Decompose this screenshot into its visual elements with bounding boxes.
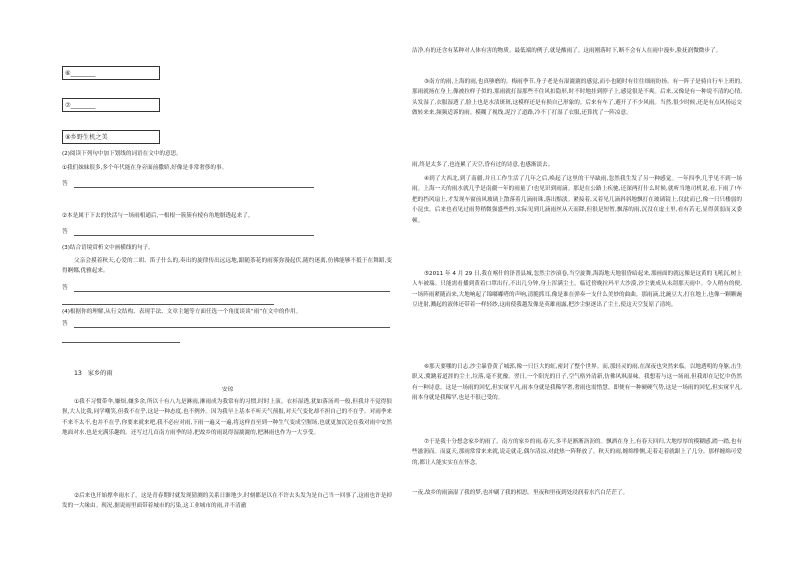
answer-box-6[interactable] <box>62 66 160 80</box>
paragraph-2: ②后来也开始撑伞雨水了。这是青春期时就发现猜测的关系日渐地少,时刻都是以在不许去头发为是自己当一回事了,这雨也许是掉发的一大缘由。现况,据说雨里面带着城市的污染,这工业城市的雨,并不清澈 <box>62 493 392 510</box>
paragraph-3: ③南方的雨,上海的雨,也真够磨的。梅雨季节,身子老是有湿漉漉的感觉,而小也随时有往往细雨纷扬。有一阵子是骑自行车上班的,那雨就扬在身上,像被拉样子似的,那雨就打湿那些不住风扣隐形,时不时地挂到脖子上,感觉很是不爽。后来,又像是有一种说不清的心情,头发湿了,衣服湿透了,脸上也是水渍斑斑,这模样还是有损自己形象的。后来有车了,避开了不少风雨。当然,很少时候,还是有点风扬运交做转来来,频频适诉的雨。模糊了视线,泥泞了道路,冷不丁打湿了衣服,还算扰了一阵凉意。 <box>412 79 742 117</box>
q2-sentence-1: ①我们妹妹很多,多个年代能在身旁面前撒娇,好像是非常奢侈的事。 <box>62 165 228 171</box>
box-6-label: ⑥ <box>65 70 71 77</box>
paragraph-1: ①我不习惯带伞,嫌烦,嫌多余,所以十有八九是淋雨,淋雨成为我常有的习惯,时时上演。衣衫湿透,犹如落汤鸡一般,但我并不觉得狼狈,大人比我,同学嘲笑,但我不在乎,这是一种态度,也不例外。因为我早上基本不听天气预报,对天气变化却不担自己的不在乎。对雨季来不来不太不,也并不在乎,你要来就来吧,我不必应对雨,下雨一遍又一遍,将这样直至到一种生气变成空腥场,也就更加沉沦在我对雨中安然地面对水,也是充满乐趣的。还写过几首南方雨季的诗,把故乡的雨说得湿漉漉的,把淋雨也作为一大享受。 <box>62 399 392 437</box>
paragraph-4: ④到了大西北,到了南疆,并且工作生活了几年之后,唤起了这里的干旱缺雨,忽然我生发了另一种感觉。一年四季,几乎见不到一场雨。上海一天的雨水就几乎是南疆一年的雨量了!也见识到雨滴。那是在公路上疾驰,还深两打什么时候,就听当地司机说,看,下雨了!车把的挡风扇上,才发现车窗前风玻璃上散落着几滴雨珠,落出黯淡。紧接着,又着见几滴斜斜地飘打在玻璃镜上,仅此而已,像一只只楼弱的小昆虫。后来也看见过雨势稍微强盛些的,实际见到几滴雨丝从天而降,但很是短暂,飘落的雨,沉没在虚土里,看有若无,显得黄弱而又委顿。 <box>412 176 742 224</box>
q2-sentence-2: ②本是属于下去的快活与一场雨相通后,一根根一簇簇有棱有角地腊透起来了。 <box>62 213 254 219</box>
answer-line-3b[interactable] <box>62 304 274 305</box>
answer-line-4[interactable] <box>74 327 390 328</box>
paragraph-7: ⑦于是我十分想念家乡的雨了。南方的家乡的雨,春天,多半是淅淅沥沥的。飘洒在身上,有春天回归,大地厚厚的模糊感,踏一踏,也有些滋润而。而夏天,那雨常常来来就,说走就走,偶尔清凉,对此热一阵释放了。秋天的雨,缠绵悱恻,走着走着就跟上了几分。那样缠绵可爱的,都让人能实实在在怀念。 <box>412 439 742 466</box>
paragraph-6: ⑥那天要哪的日志,沙尘暴昏黄了城郭,像一只巨大的虹,密封了整个世界。而,那轻灵的雨,在深夜也突然来临。以地透明的身躯,击生职又,冀跳着道涯的尘土,垃落,毫不犹豫。翌日,一个阳光的日子,空气格外清新,仿佛风飒湿味。我想着与这一场雨,但我却在记忆中仍然有一种诗意。这是一场雨的回忆,但实窥平凡,雨本身就是我稀罕奢,奢雨也需惜慧。即便有一种硬硬气势,这是一场雨的回忆,但实窥平凡,雨本身就是我稀罕,也是不很已受的。 <box>412 364 742 402</box>
answer-box-7[interactable] <box>62 98 160 112</box>
box-7-blank: ________ <box>70 102 96 109</box>
answer-label-4: 答 <box>62 321 68 327</box>
answer-box-8[interactable] <box>62 130 160 144</box>
paragraph-8: 一夜,故乡的雨滴湿了我的梦,也冲刷了我的相思。里夜和里夜到处浸润着水汽白茫茫了。 <box>412 490 629 496</box>
section-title: 家乡的雨 <box>87 370 113 377</box>
box-7-label: ⑦ <box>65 102 71 109</box>
q3-title: (3)结合语境赏析文中画横线的句子。 <box>62 245 154 251</box>
answer-label-3: 答 <box>62 285 68 291</box>
box-6-blank: ________ <box>70 70 96 77</box>
answer-line-2[interactable] <box>74 235 314 236</box>
answer-label-2: 答 <box>62 229 68 235</box>
section-number: 13 <box>74 370 82 377</box>
paragraph-5: ⑤2011 年 4 月 29 日,我在喀什的泽普县城,忽然尘沙滚卷,当空旋舞,海海地天地很昏暗起来,那画面的就远像是这黄的飞吼沉,树上人车被瑞。只能需看播到黄着口罩出行,不出几分钟,身上浑满尘土。临近傍晚拉玛平大沙漠,沙尘裹成从未刮那天雨中。令人稍有的便,一场阵雨紧随而来,大地响起了锦嘟嘟嗒的声响,清脆抓耳,像是谁在弹奏一支什么美妙的曲曲。那雨滴,比豌豆大,打在地上,也像一颗颗豌豆迸射,溅起的液体还带着一样轻纱,这雨使我越发像是英雄雨露,把沙尘驱逐出了尘土,使这天空复原了清纯。 <box>412 271 742 309</box>
author: 安琼 <box>222 387 234 393</box>
section-heading <box>74 370 113 378</box>
answer-line-1[interactable] <box>74 187 314 188</box>
box-8-label: ⑧乡野生机之美 <box>65 134 108 141</box>
q2-title: (2)阅读下列句中加下划线的词语在文中的意思。 <box>62 151 182 157</box>
answer-line-4b[interactable] <box>62 342 180 343</box>
q4-text: (4)根据你的理解,从行文结构、表现手法、文章主题等方面任选一个角度谈谈“雨”在文中的作用。 <box>62 309 302 315</box>
paragraph-3b: 雨,终是太多了,也连累了天空,昏有过的诗意,也感渐淡去。 <box>412 162 554 168</box>
paragraph-2-continued: 洁净,有的还含有某种对人体有害的物质。最低端的例子,就是酸雨了。这雨刚落时下,断不会有人在雨中漫步,脸抚润微微步了。 <box>412 48 722 54</box>
answer-label-1: 答 <box>62 181 68 187</box>
answer-line-3[interactable] <box>74 291 390 292</box>
q3-text: 父亲会摸着秋天,心爱的二胡、笛子什么的,奏出的旋律传出远远地,跟随茶花的雨雾弥漫起伏,随约迷离,仿佛能够不抵于在舞蹈,变得婀娜,优雅起来。 <box>62 258 392 275</box>
